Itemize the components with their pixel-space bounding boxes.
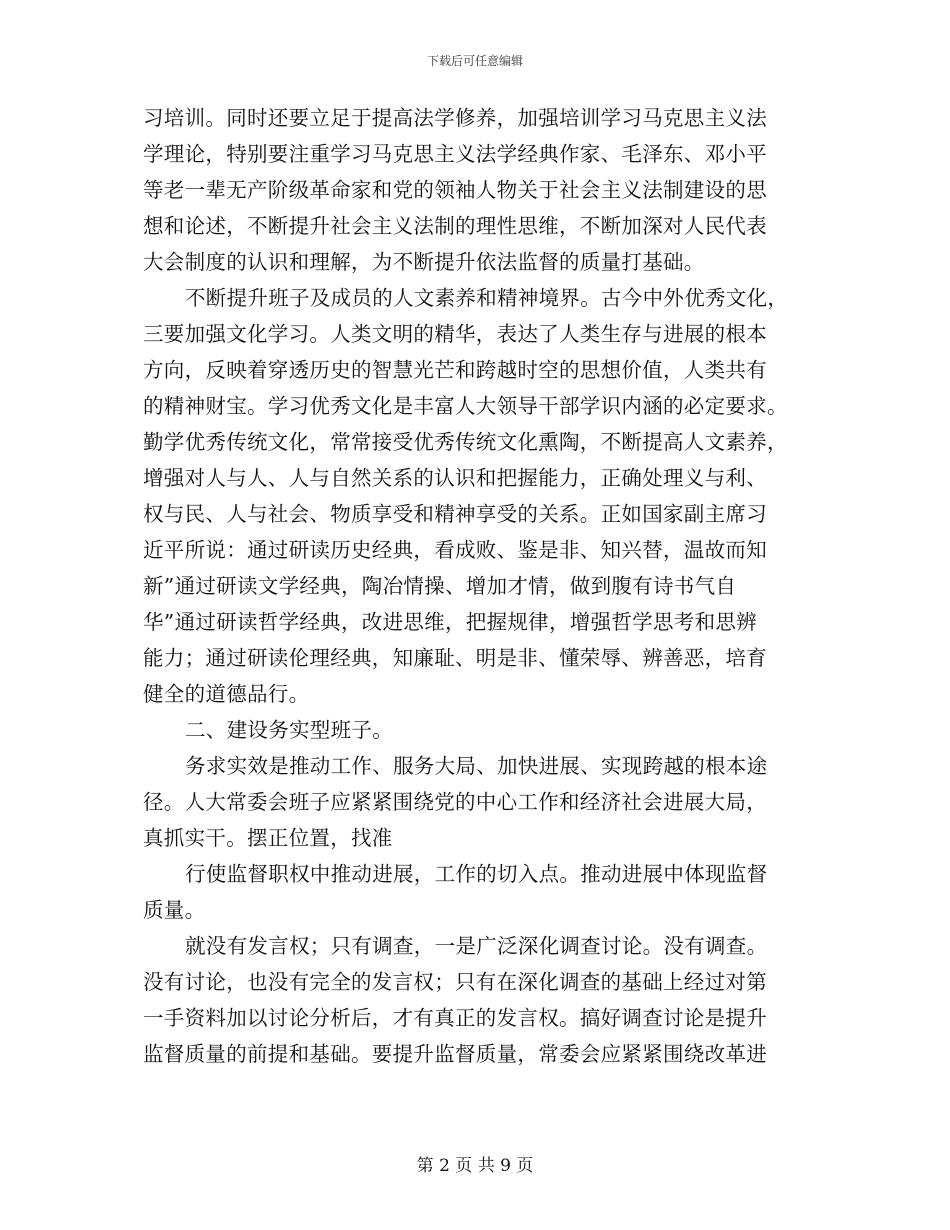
page-header: 下载后可任意编辑 (426, 54, 523, 68)
text-line: 大会制度的认识和理解，为不断提升依法监督的质量打基础。 (143, 250, 705, 274)
text-line: 监督质量的前提和基础。要提升监督质量，常委会应紧紧围绕改革进 (143, 1042, 767, 1066)
text-line: 二、建设务实型班子。 (185, 718, 393, 742)
text-line: 的精神财宝。学习优秀文化是丰富人大领导干部学识内涵的必定要求。 (143, 394, 788, 418)
text-line: 等老一辈无产阶级革命家和党的领袖人物关于社会主义法制建设的思 (143, 178, 767, 202)
text-line: 不断提升班子及成员的人文素养和精神境界。古今中外优秀文化， (185, 286, 789, 310)
text-line: 习培训。同时还要立足于提高法学修养，加强培训学习马克思主义法 (143, 106, 767, 130)
text-line: 勤学优秀传统文化，常常接受优秀传统文化熏陶，不断提高人文素养， (143, 430, 788, 454)
document-body (143, 100, 811, 1072)
text-line: 新”通过研读文学经典，陶冶情操、增加才情，做到腹有诗书气自 (143, 574, 737, 598)
text-line: 想和论述，不断提升社会主义法制的理性思维，不断加深对人民代表 (143, 214, 767, 238)
text-line: 三要加强文化学习。人类文明的精华，表达了人类生存与进展的根本 (143, 322, 767, 346)
text-line: 一手资料加以讨论分析后，才有真正的发言权。搞好调查讨论是提升 (143, 1006, 767, 1030)
text-line: 增强对人与人、人与自然关系的认识和把握能力，正确处理义与利、 (143, 466, 767, 490)
text-line: 就没有发言权；只有调查，一是广泛深化调查讨论。没有调查。 (185, 934, 768, 958)
text-line: 务求实效是推动工作、服务大局、加快进展、实现跨越的根本途 (185, 754, 768, 778)
text-line: 真抓实干。摆正位置，找准 (143, 826, 393, 850)
page-footer: 第 2 页 共 9 页 (416, 1156, 534, 1176)
text-line: 方向，反映着穿透历史的智慧光芒和跨越时空的思想价值，人类共有 (143, 358, 767, 382)
text-line: 健全的道德品行。 (143, 682, 310, 706)
text-line: 没有讨论，也没有完全的发言权；只有在深化调查的基础上经过对第 (143, 970, 767, 994)
text-line: 径。人大常委会班子应紧紧围绕党的中心工作和经济社会进展大局， (143, 790, 767, 814)
text-line: 华”通过研读哲学经典，改进思维，把握规律，增强哲学思考和思辨 (143, 610, 757, 634)
text-line: 学理论，特别要注重学习马克思主义法学经典作家、毛泽东、邓小平 (143, 142, 767, 166)
text-line: 行使监督职权中推动进展，工作的切入点。推动进展中体现监督 (185, 862, 768, 886)
text-line: 近平所说：通过研读历史经典，看成败、鉴是非、知兴替，温故而知 (143, 538, 767, 562)
text-line: 能力；通过研读伦理经典，知廉耻、明是非、懂荣辱、辨善恶，培育 (143, 646, 767, 670)
text-line: 质量。 (143, 898, 206, 922)
text-line: 权与民、人与社会、物质享受和精神享受的关系。正如国家副主席习 (143, 502, 767, 526)
